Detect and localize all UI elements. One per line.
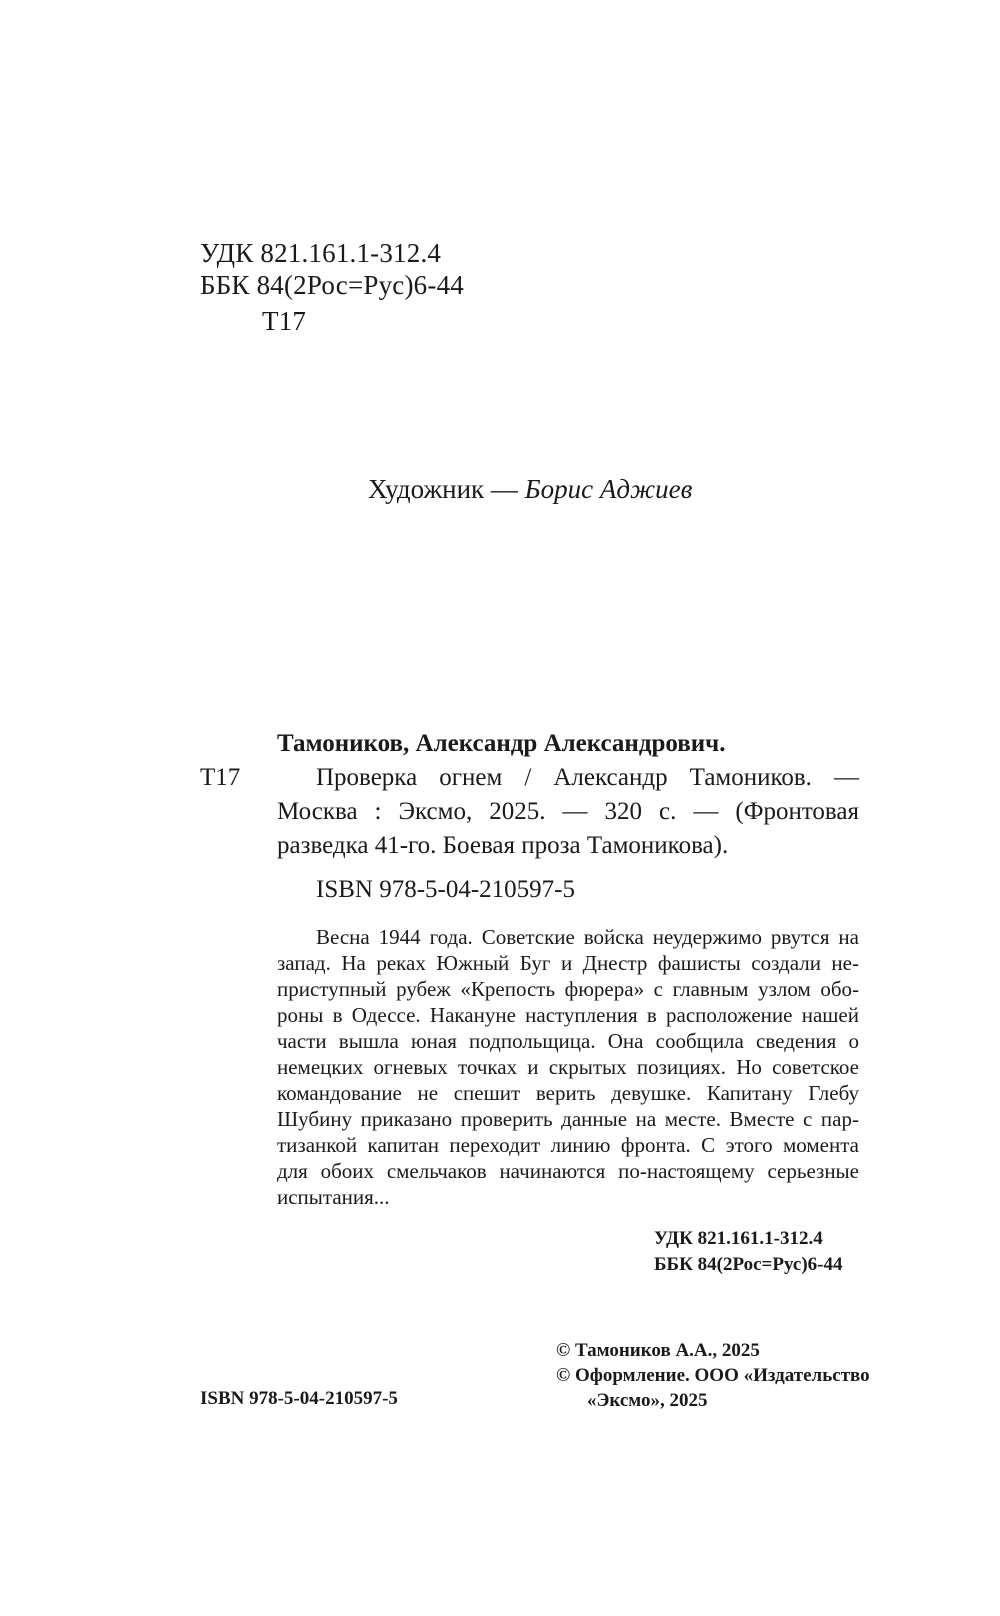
author-mark: Т17 — [262, 306, 307, 336]
footer-isbn: ISBN 978-5-04-210597-5 — [200, 1388, 398, 1409]
udk-code: УДК 821.161.1-312.4 — [200, 238, 442, 268]
bbk-code: ББК 84(2Рос=Рус)6-44 — [200, 270, 464, 300]
catalog-udk: УДК 821.161.1-312.4 — [654, 1228, 823, 1249]
artist-label: Художник — — [368, 474, 525, 504]
annotation-line: испытания... — [277, 1185, 390, 1209]
annotation-line: приступный рубеж «Крепость фюрера» с главным узлом обо- — [277, 977, 859, 1001]
annotation-line: части вышла юная подпольщица. Она сообщила сведения о — [277, 1029, 859, 1053]
annotation-line: для обоих смельчаков начинаются по-настоящему серьезные — [277, 1159, 859, 1183]
catalog-bbk: ББК 84(2Рос=Рус)6-44 — [654, 1254, 843, 1275]
annotation-line: командование не спешит верить девушке. Капитану Глебу — [277, 1081, 859, 1105]
catalog-title-line: Москва : Эксмо, 2025. — 320 с. — (Фронтовая — [277, 798, 859, 825]
copyright-publisher: «Эксмо», 2025 — [587, 1390, 708, 1411]
catalog-title-line: разведка 41-го. Боевая проза Тамоникова). — [277, 832, 729, 859]
annotation-line: роны в Одессе. Накануне наступления в расположение нашей — [277, 1003, 859, 1027]
catalog-title-line: Проверка огнем / Александр Тамоников. — — [316, 764, 859, 791]
artist-name: Борис Аджиев — [524, 474, 693, 504]
annotation — [277, 924, 859, 1210]
copyright-design: © Оформление. ООО «Издательство — [556, 1365, 870, 1386]
catalog-author: Тамоников, Александр Александрович. — [277, 730, 726, 757]
catalog-author-mark: Т17 — [200, 764, 241, 791]
catalog-isbn: ISBN 978-5-04-210597-5 — [316, 876, 576, 903]
annotation-line: Весна 1944 года. Советские войска неудержимо рвутся на — [316, 925, 859, 949]
annotation-line: немецких огневых точках и скрытых позициях. Но советское — [277, 1055, 859, 1079]
annotation-line: Шубину приказано проверить данные на месте. Вместе с пар- — [277, 1107, 859, 1131]
copyright-author: © Тамоников А.А., 2025 — [556, 1340, 760, 1361]
annotation-line: тизанкой капитан переходит линию фронта. С этого момента — [277, 1133, 859, 1157]
annotation-line: запад. На реках Южный Буг и Днестр фашисты создали не- — [277, 951, 859, 975]
artist-credit — [368, 474, 692, 505]
